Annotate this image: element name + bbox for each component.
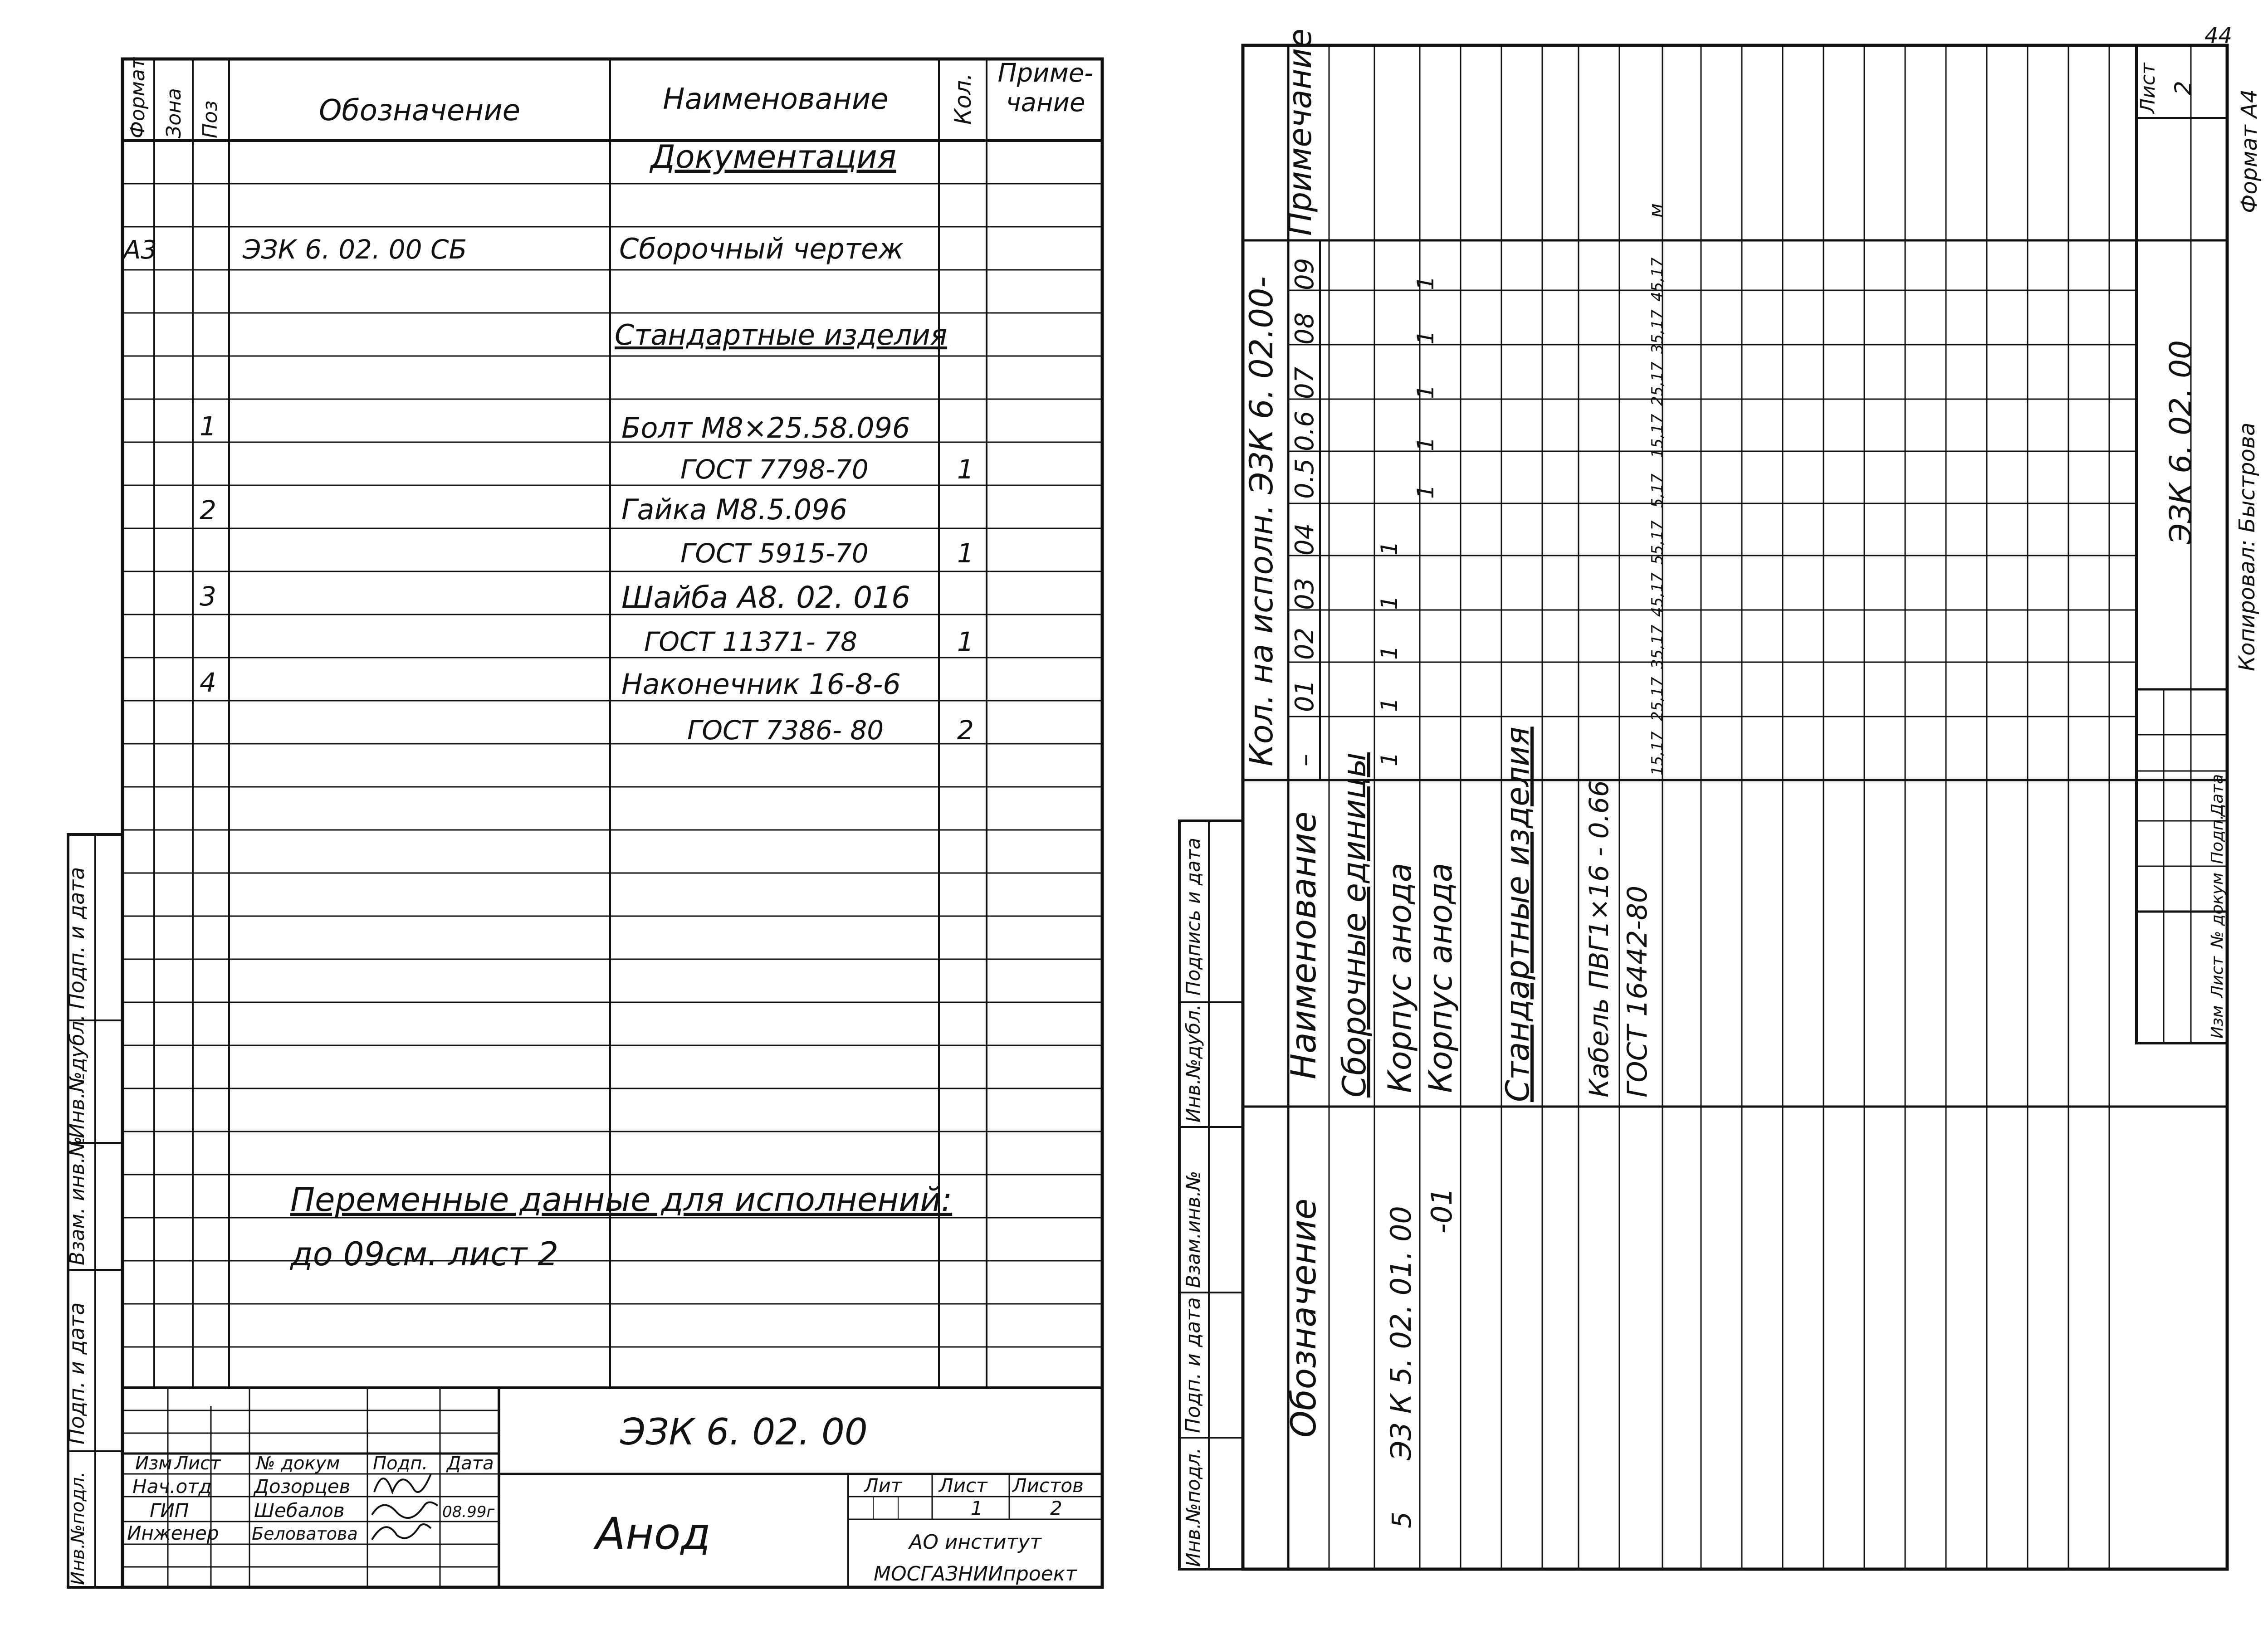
stamp-label: Инв.№дубл.	[1182, 1004, 1204, 1122]
left-title-block	[127, 1411, 1084, 1585]
row-qty: 1	[957, 454, 974, 485]
row-qty: 1	[1376, 595, 1403, 610]
tb-sheets-label: Листов	[1012, 1474, 1084, 1497]
row-qty: 35,17	[1648, 309, 1667, 354]
table-row	[1336, 752, 1373, 1098]
part-name: Анод	[596, 1508, 711, 1559]
drawing-code: ЭЗК 6. 02. 00	[620, 1411, 868, 1453]
row-designation: ЭЗ К 5. 02. 01. 00	[1384, 1206, 1418, 1460]
left-hdr-format: Формат	[126, 57, 149, 138]
row-name: ГОСТ 16442-80	[1622, 885, 1653, 1098]
tb-name-1: Дозорцев	[254, 1475, 351, 1498]
row-pos: 5	[1386, 1512, 1417, 1528]
row-name: Кабель ПВГ1×16 - 0.66	[1584, 780, 1614, 1098]
signature-scribble	[372, 1524, 431, 1540]
tb-name-3: Беловатова	[252, 1524, 358, 1544]
row-qty: 15,17	[1648, 414, 1667, 458]
left-hdr-name: Наименование	[663, 83, 889, 116]
variable-data-sub: до 09см. лист 2	[290, 1235, 559, 1273]
page-number-stamp: 44	[2204, 23, 2233, 49]
stamp-label: Инв.№дубл.	[66, 1014, 89, 1138]
row-qty: 1	[1413, 385, 1439, 399]
left-hdr-qty: Кол.	[950, 73, 976, 125]
right-col-doc: № докум	[2208, 872, 2227, 948]
table-row	[200, 667, 901, 701]
row-qty: 1	[1376, 698, 1403, 712]
row-qty: 1	[1413, 437, 1439, 451]
variant-col: –	[1290, 754, 1320, 766]
format-label: Формат А4	[2237, 89, 2262, 213]
right-hdr-name: Наименование	[1283, 811, 1324, 1079]
row-name: ГОСТ 7798-70	[680, 454, 869, 485]
right-col-date: Дата	[2208, 774, 2227, 816]
right-sheet-value: 2	[2170, 81, 2196, 95]
row-qty: 1	[957, 538, 974, 569]
stamp-label: Взам.инв.№	[1182, 1171, 1204, 1288]
tb-col-sign: Подп.	[373, 1453, 428, 1474]
row-name: ГОСТ 5915-70	[680, 538, 869, 569]
row-qty: 1	[1413, 484, 1439, 499]
row-pos: 3	[200, 581, 216, 612]
table-row	[1584, 780, 1614, 1098]
row-name: ГОСТ 7386- 80	[687, 715, 884, 746]
row-format: А3	[123, 235, 157, 265]
row-qty: 1	[1376, 752, 1403, 766]
row-qty: 45,17	[1648, 257, 1667, 302]
table-row	[687, 715, 974, 746]
tb-role-3: Инженер	[127, 1522, 219, 1544]
right-col-izm: Изм	[2208, 1005, 2227, 1039]
variant-col: 0.6	[1290, 410, 1320, 451]
variant-col: 0.5	[1290, 458, 1320, 499]
row-pos: 4	[200, 667, 216, 698]
stamp-label: Взам. инв.№	[66, 1136, 89, 1265]
stamp-label: Инв.№подл.	[68, 1471, 88, 1585]
row-name: Стандартные изделия	[1499, 727, 1536, 1102]
variant-col: 09	[1290, 258, 1320, 290]
row-qty: 2	[957, 715, 974, 746]
tb-col-list: Лист	[175, 1453, 221, 1474]
left-hdr-note-1: Приме-	[997, 59, 1094, 88]
row-name: Корпус анода	[1381, 863, 1418, 1093]
right-col-sign: Подп.	[2208, 815, 2227, 864]
right-hdr-note: Примечание	[1281, 28, 1319, 236]
stamp-label: Подп. и дата	[64, 867, 89, 1009]
tb-sheets-value: 2	[1050, 1497, 1062, 1519]
row-name: Болт М8×25.58.096	[621, 411, 910, 444]
stamp-label: Подпись и дата	[1182, 838, 1204, 995]
row-name: Сборочные единицы	[1336, 752, 1373, 1098]
table-row	[1499, 727, 1536, 1102]
table-row	[122, 232, 904, 265]
row-qty: 25,17	[1648, 677, 1667, 721]
row-qty: 1	[957, 626, 974, 657]
row-pos: 1	[200, 411, 216, 442]
variant-col: 08	[1290, 312, 1320, 345]
table-row	[200, 411, 910, 444]
left-row-lines	[122, 184, 1102, 1347]
variant-col: 04	[1290, 523, 1320, 556]
row-qty: 5,17	[1648, 473, 1667, 508]
row-qty: 25,17	[1648, 361, 1667, 406]
right-side-stamp-labels	[1182, 838, 1205, 1567]
row-qty: 1	[1413, 330, 1439, 345]
table-row	[200, 580, 910, 615]
right-title-block	[2136, 23, 2262, 1039]
row-note: м	[1645, 203, 1667, 218]
tb-name-2: Шебалов	[254, 1499, 345, 1522]
row-qty: 45,17	[1648, 572, 1667, 617]
row-qty: 35,17	[1648, 624, 1667, 669]
table-row	[1622, 203, 1667, 1098]
table-row	[644, 626, 974, 657]
stamp-label: Подп. и дата	[64, 1302, 89, 1444]
left-spec-table	[122, 138, 974, 1273]
row-designation: ЭЗК 6. 02. 00 СБ	[243, 234, 467, 265]
right-hdr-qty-group: Кол. на исполн. ЭЗК 6. 02.00-	[1243, 276, 1280, 766]
row-name: Корпус анода	[1422, 863, 1459, 1093]
variable-data-title: Переменные данные для исполнений:	[290, 1180, 953, 1219]
right-col-list: Лист	[2208, 956, 2227, 998]
table-row	[649, 138, 896, 176]
tb-sheet-value: 1	[971, 1497, 983, 1519]
right-hdr-designation: Обозначение	[1283, 1198, 1324, 1438]
right-drawing-code: ЭЗК 6. 02. 00	[2163, 340, 2198, 544]
variant-col: 02	[1290, 627, 1320, 660]
tb-date-2: 08.99г	[442, 1503, 495, 1521]
left-hdr-note-2: чание	[1006, 88, 1085, 117]
row-pos: 2	[200, 495, 216, 526]
left-hdr-zone: Зона	[162, 88, 186, 138]
table-row	[1376, 541, 1418, 1528]
row-qty: 1	[1376, 541, 1403, 556]
signature-scribble	[374, 1474, 431, 1492]
table-row	[680, 454, 974, 485]
row-name: Документация	[650, 138, 896, 176]
stamp-label: Инв.№подл.	[1182, 1447, 1204, 1567]
tb-sheet-label: Лист	[939, 1474, 987, 1497]
row-name: Сборочный чертеж	[619, 232, 904, 265]
right-sheet-label: Лист	[2136, 63, 2160, 113]
left-frame	[122, 59, 1102, 1587]
row-qty: 55,17	[1648, 520, 1667, 565]
row-qty: 1	[1413, 276, 1439, 290]
row-qty: 1	[1376, 645, 1403, 660]
table-row	[200, 493, 847, 526]
tb-col-date: Дата	[447, 1453, 494, 1474]
tb-org-line-1: АО институт	[909, 1531, 1041, 1554]
row-name: ГОСТ 11371- 78	[644, 626, 858, 657]
variant-col: 07	[1290, 366, 1320, 399]
row-name: Наконечник 16-8-6	[621, 668, 901, 701]
row-name: Стандартные изделия	[615, 318, 948, 351]
left-sheet	[68, 59, 1102, 1587]
tb-col-izm: Изм	[135, 1453, 172, 1474]
left-hdr-designation: Обозначение	[318, 94, 521, 127]
row-name: Шайба А8. 02. 016	[621, 580, 911, 615]
row-qty: 15,17	[1648, 731, 1667, 776]
variant-col: 01	[1290, 679, 1320, 712]
tb-org-line-2: МОСГАЗНИИпроект	[874, 1562, 1077, 1585]
variant-col: 03	[1290, 577, 1320, 610]
row-name: Гайка М8.5.096	[621, 493, 848, 526]
left-side-stamp-labels	[64, 867, 89, 1585]
row-designation: -01	[1425, 1187, 1458, 1234]
copied-by: Копировал: Быстрова	[2234, 422, 2260, 671]
tb-col-doc: № докум	[256, 1453, 340, 1474]
tb-lit-label: Лит	[864, 1474, 902, 1497]
tb-role-1: Нач.отд	[132, 1475, 212, 1498]
stamp-label: Подп. и дата	[1182, 1297, 1205, 1433]
signature-scribble	[372, 1502, 438, 1518]
tb-role-2: ГИП	[150, 1499, 189, 1522]
left-hdr-pos: Поз	[199, 100, 222, 138]
table-row	[615, 318, 947, 351]
table-row	[680, 538, 974, 569]
